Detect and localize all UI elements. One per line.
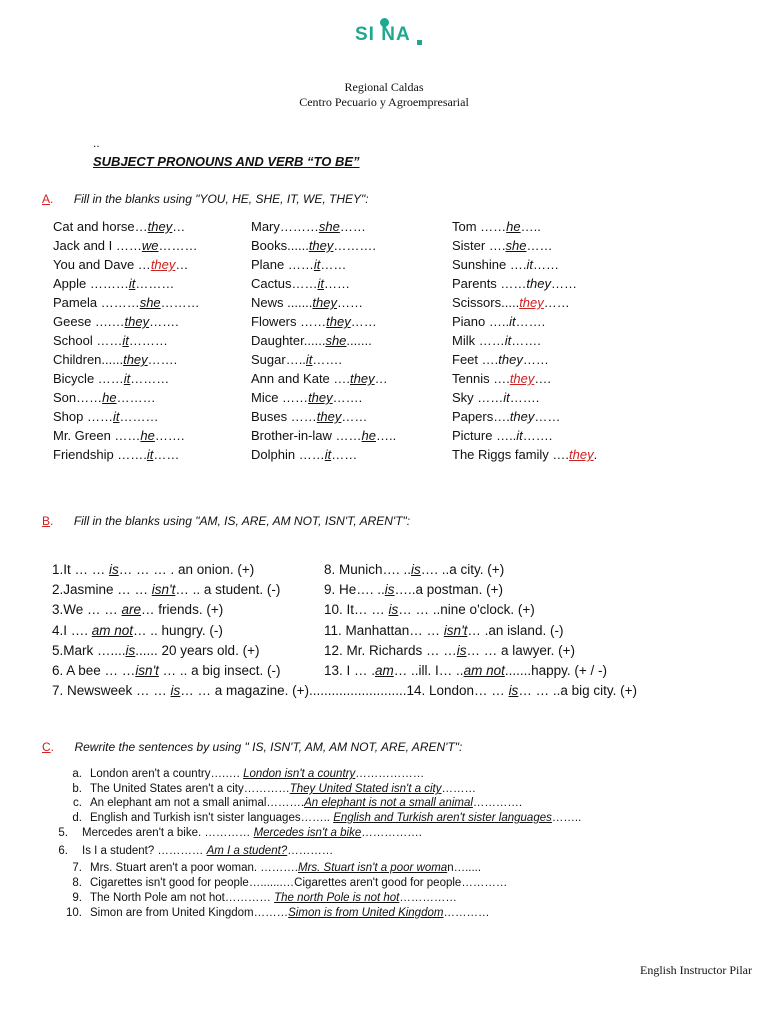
- item-filler: … friends. (+): [141, 602, 224, 618]
- item-answer: it: [122, 333, 129, 348]
- item-filler: …..a postman. (+): [394, 582, 503, 598]
- item-answer: they: [150, 257, 176, 272]
- item-filler: ……: [320, 257, 347, 272]
- item-answer: it: [509, 314, 516, 329]
- item-prompt: Mrs. Stuart aren't a poor woman. ……….: [90, 862, 298, 874]
- item-filler: ……………: [399, 892, 457, 904]
- exercise-c-label: b.: [72, 783, 82, 795]
- exercise-c-label: 10.: [66, 907, 82, 919]
- item-prompt: Milk ……: [452, 333, 505, 348]
- exercise-c-label: 6.: [58, 845, 68, 857]
- item-answer: they: [316, 409, 342, 424]
- exercise-c-item: [90, 907, 489, 919]
- exercise-b-item: [324, 643, 575, 658]
- item-answer: is: [508, 683, 519, 699]
- item-filler: .: [593, 447, 598, 462]
- item-answer: Mrs. Stuart isn't a poor woma: [298, 862, 448, 874]
- item-filler: ………….: [472, 797, 523, 809]
- item-filler: …..: [376, 428, 397, 443]
- item-filler: ……: [336, 295, 363, 310]
- item-filler: …: [374, 371, 388, 386]
- item-answer: it: [112, 409, 120, 424]
- section-b-instruction: Fill in the blanks using "AM, IS, ARE, AM NOT, ISN'T, AREN'T":: [73, 514, 411, 528]
- item-filler: …….: [147, 352, 178, 367]
- exercise-c-item: [90, 783, 476, 795]
- section-c-letter: C: [42, 740, 51, 754]
- section-a-letter: A: [42, 192, 51, 206]
- item-answer: they: [498, 352, 523, 367]
- item-prompt: Friendship …….: [53, 447, 147, 462]
- exercise-a-item: [53, 447, 179, 462]
- exercise-a-item: [53, 409, 158, 424]
- exercise-b-item: [52, 683, 637, 698]
- item-filler: ……: [153, 447, 180, 462]
- item-filler: …………: [287, 845, 334, 857]
- item-prompt: English and Turkish isn't sister languages……..: [90, 812, 334, 824]
- item-filler: … .. hungry. (-): [133, 622, 223, 638]
- item-prompt: Apple ………: [53, 276, 129, 291]
- item-prompt: 7. Newsweek … …: [52, 683, 171, 699]
- item-prompt: Shop ……: [53, 409, 113, 424]
- exercise-c-item: [90, 812, 581, 824]
- item-prompt: Mary………: [251, 219, 319, 234]
- item-filler: … .an island. (-): [467, 622, 564, 638]
- item-prompt: 8. Munich…. ..: [324, 562, 412, 577]
- exercise-a-item: [53, 333, 168, 348]
- item-filler: …: [172, 219, 186, 234]
- exercise-b-item: [324, 663, 607, 678]
- exercise-a-item: [251, 295, 363, 310]
- item-filler: … … ..nine o'clock. (+): [398, 602, 535, 618]
- item-prompt: Mice ……: [251, 390, 309, 405]
- item-answer: is: [456, 642, 467, 658]
- item-prompt: London aren't a country….….: [90, 768, 244, 780]
- item-filler: … … ..a big city. (+): [518, 683, 637, 699]
- item-answer: it: [305, 352, 313, 367]
- item-filler: ………: [116, 390, 156, 405]
- item-filler: ………: [135, 276, 175, 291]
- item-prompt: Sugar…..: [251, 352, 306, 367]
- item-filler: …………: [443, 907, 490, 919]
- item-prompt: 4.I ….: [52, 622, 92, 638]
- item-answer: they: [147, 219, 173, 234]
- item-answer: is: [384, 582, 395, 598]
- item-prompt: News .......: [251, 295, 313, 310]
- header-dots: ..: [93, 136, 100, 150]
- item-filler: …. ..a city. (+): [420, 562, 505, 577]
- exercise-a-item: [251, 314, 377, 329]
- exercise-b-item: [52, 643, 259, 658]
- item-prompt: The United States aren't a city…………: [90, 783, 290, 795]
- exercise-b-item: [324, 623, 563, 638]
- exercise-a-item: [452, 371, 551, 386]
- item-filler: ……: [339, 219, 366, 234]
- footer-instructor: English Instructor Pilar: [640, 963, 752, 977]
- item-prompt: Books......: [251, 238, 309, 253]
- item-filler: … … a lawyer. (+): [466, 642, 575, 658]
- exercise-c-label: 8.: [72, 877, 82, 889]
- item-prompt: Daughter......: [251, 333, 326, 348]
- item-prompt: 11. Manhattan… …: [324, 622, 444, 638]
- item-filler: ………………: [355, 768, 425, 780]
- item-answer: she: [318, 219, 340, 234]
- item-filler: ...... 20 years old. (+): [135, 642, 260, 658]
- item-answer: he: [140, 428, 155, 443]
- item-answer: they: [326, 314, 351, 329]
- item-answer: we: [141, 238, 159, 253]
- item-answer: it: [317, 276, 324, 291]
- item-prompt: Picture …..: [452, 428, 517, 443]
- item-answer: she: [139, 295, 161, 310]
- item-prompt: Children......: [53, 352, 124, 367]
- item-filler: ……: [534, 409, 561, 424]
- item-answer: English and Turkish aren't sister languages: [333, 812, 552, 824]
- item-answer: isn't: [135, 663, 159, 678]
- exercise-a-item: [251, 371, 388, 386]
- item-filler: …….: [509, 390, 540, 405]
- item-prompt: Son……: [53, 390, 103, 405]
- exercise-a-item: [53, 257, 188, 272]
- item-prompt: Dolphin ……: [251, 447, 325, 462]
- item-filler: .......happy. (+ / -): [504, 663, 608, 678]
- item-answer: Simon is from United Kingdom: [288, 907, 444, 919]
- exercise-c-item: [90, 768, 424, 780]
- exercise-c-label: 9.: [72, 892, 82, 904]
- exercise-a-item: [251, 276, 350, 291]
- item-filler: ……….: [333, 238, 377, 253]
- section-c-heading: C. Rewrite the sentences by using " IS, ISN'T, AM, AM NOT, ARE, AREN'T":: [42, 740, 463, 754]
- item-filler: ……: [543, 295, 570, 310]
- exercise-a-item: [53, 314, 179, 329]
- item-prompt: Tennis ….: [452, 371, 510, 386]
- item-prompt: Sky ……: [452, 390, 504, 405]
- exercise-a-item: [53, 238, 198, 253]
- item-prompt: 3.We … …: [52, 602, 122, 618]
- exercise-c-item: [90, 892, 457, 904]
- item-answer: they: [569, 447, 594, 462]
- item-answer: is: [388, 602, 399, 618]
- exercise-c-item: [90, 877, 507, 889]
- item-prompt: Is I a student? …………: [82, 845, 207, 857]
- item-prompt: Mr. Green ……: [53, 428, 141, 443]
- item-filler: ……: [532, 257, 559, 272]
- item-prompt: Tom ……: [452, 219, 507, 234]
- exercise-a-item: [251, 428, 396, 443]
- item-answer: is: [109, 562, 119, 577]
- item-answer: it: [324, 447, 332, 462]
- exercise-c-item: [82, 827, 422, 839]
- item-prompt: 13. I … .: [324, 663, 376, 678]
- item-filler: ……: [522, 352, 549, 367]
- exercise-b-item: [324, 562, 504, 577]
- section-a-instruction: Fill in the blanks using "YOU, HE, SHE, IT, WE, THEY":: [73, 192, 369, 206]
- exercise-c-label: c.: [73, 797, 82, 809]
- item-answer: They United Stated isn't a city: [289, 783, 442, 795]
- item-answer: he: [102, 390, 117, 405]
- item-filler: ………: [160, 295, 200, 310]
- item-answer: The north Pole is not hot: [274, 892, 400, 904]
- exercise-a-item: [53, 295, 200, 310]
- item-answer: Mercedes isn't a bike: [253, 827, 362, 839]
- item-prompt: Cat and horse…: [53, 219, 148, 234]
- item-filler: ……..: [551, 812, 582, 824]
- item-answer: he: [506, 219, 521, 234]
- item-prompt: Sunshine ….: [452, 257, 527, 272]
- item-prompt: The Riggs family ….: [452, 447, 570, 462]
- item-filler: …….: [154, 428, 185, 443]
- item-filler: …..: [520, 219, 541, 234]
- item-answer: they: [124, 314, 150, 329]
- exercise-a-item: [53, 276, 174, 291]
- exercise-a-item: [452, 257, 559, 272]
- item-filler: …….: [522, 428, 553, 443]
- item-filler: …….: [312, 352, 343, 367]
- item-answer: it: [123, 371, 131, 386]
- exercise-a-item: [53, 390, 156, 405]
- item-prompt: Papers….: [452, 409, 510, 424]
- item-answer: An elephant is not a small animal: [304, 797, 473, 809]
- exercise-c-item: [90, 862, 481, 874]
- exercise-a-item: [251, 238, 376, 253]
- item-prompt: An elephant am not a small animal……….: [90, 797, 305, 809]
- item-prompt: Bicycle ……: [53, 371, 124, 386]
- item-answer: they: [312, 295, 337, 310]
- item-prompt: Cigarettes isn't good for people….......…Cigarettes aren't good for people…………: [90, 877, 508, 889]
- exercise-a-item: [452, 295, 570, 310]
- item-answer: London isn't a country: [243, 768, 356, 780]
- item-prompt: 1.It … …: [52, 562, 110, 577]
- item-answer: they: [308, 238, 334, 253]
- item-prompt: Jack and I ……: [53, 238, 142, 253]
- item-prompt: 9. He…. ..: [324, 582, 385, 598]
- exercise-a-item: [452, 276, 577, 291]
- item-filler: … ..ill. I… ..: [393, 663, 464, 678]
- exercise-a-item: [251, 257, 346, 272]
- exercise-a-item: [53, 428, 185, 443]
- item-prompt: Parents ……: [452, 276, 527, 291]
- item-prompt: You and Dave …: [53, 257, 151, 272]
- item-filler: ……: [526, 238, 553, 253]
- item-answer: it: [313, 257, 321, 272]
- item-prompt: Pamela ………: [53, 295, 140, 310]
- item-answer: it: [128, 276, 136, 291]
- item-filler: …….: [511, 333, 541, 348]
- item-answer: is: [170, 683, 181, 699]
- item-filler: …: [175, 257, 189, 272]
- item-answer: am: [375, 663, 394, 678]
- item-prompt: Mercedes aren't a bike. …………: [82, 827, 254, 839]
- item-prompt: Piano …..: [452, 314, 510, 329]
- item-answer: they: [526, 276, 551, 291]
- item-filler: n….....: [447, 862, 482, 874]
- item-filler: ……: [551, 276, 577, 291]
- item-prompt: Ann and Kate ….: [251, 371, 351, 386]
- item-prompt: Sister ….: [452, 238, 506, 253]
- exercise-b-item: [52, 582, 280, 597]
- item-answer: they: [509, 371, 535, 386]
- item-prompt: Feet ….: [452, 352, 499, 367]
- exercise-c-item: [82, 845, 333, 857]
- item-filler: ….: [534, 371, 552, 386]
- item-answer: Am I a student?: [206, 845, 288, 857]
- item-answer: isn't: [443, 622, 468, 638]
- item-answer: am not: [463, 663, 505, 678]
- header-line-1: Regional Caldas: [344, 80, 424, 94]
- section-c-instruction: Rewrite the sentences by using " IS, ISN'T, AM, AM NOT, ARE, AREN'T":: [74, 740, 463, 754]
- item-filler: …………….: [361, 827, 422, 839]
- item-filler: ………: [441, 783, 476, 795]
- item-filler: … .. a big insect. (-): [158, 663, 281, 678]
- item-prompt: School ……: [53, 333, 123, 348]
- exercise-b-item: [52, 562, 254, 577]
- item-prompt: Simon are from United Kingdom………: [90, 907, 289, 919]
- item-prompt: Buses ……: [251, 409, 317, 424]
- exercise-c-label: a.: [72, 768, 82, 780]
- item-filler: .......: [346, 333, 372, 348]
- item-prompt: 2.Jasmine … …: [52, 582, 152, 598]
- exercise-a-item: [53, 371, 169, 386]
- section-a-heading: A. Fill in the blanks using "YOU, HE, SHE, IT, WE, THEY":: [42, 192, 369, 206]
- exercise-b-item: [324, 602, 535, 617]
- exercise-a-item: [452, 390, 539, 405]
- exercise-a-item: [53, 219, 185, 234]
- item-answer: she: [325, 333, 347, 348]
- item-filler: ……: [350, 314, 377, 329]
- item-filler: …….: [332, 390, 363, 405]
- item-filler: … … … . an onion. (+): [118, 562, 255, 577]
- exercise-c-label: d.: [72, 812, 82, 824]
- page-title: SUBJECT PRONOUNS AND VERB “TO BE”: [93, 154, 360, 169]
- exercise-a-item: [251, 219, 366, 234]
- exercise-c-item: [90, 797, 522, 809]
- item-answer: isn't: [151, 582, 176, 598]
- item-filler: … … a magazine. (+)..........................14. London… …: [180, 683, 509, 699]
- exercise-a-item: [452, 428, 552, 443]
- item-answer: is: [411, 562, 421, 577]
- item-answer: it: [504, 333, 512, 348]
- exercise-a-item: [251, 447, 357, 462]
- item-answer: they: [123, 352, 148, 367]
- exercise-a-item: [452, 447, 597, 462]
- item-answer: she: [505, 238, 527, 253]
- item-prompt: Brother-in-law ……: [251, 428, 362, 443]
- item-filler: ………: [158, 238, 198, 253]
- item-answer: he: [361, 428, 376, 443]
- exercise-b-item: [52, 663, 280, 678]
- item-filler: ……: [341, 409, 368, 424]
- section-b-letter: B: [42, 514, 51, 528]
- item-answer: it: [526, 257, 533, 272]
- item-prompt: The North Pole am not hot…………: [90, 892, 275, 904]
- item-answer: they: [350, 371, 375, 386]
- item-prompt: Flowers ……: [251, 314, 327, 329]
- item-prompt: 10. It… …: [324, 602, 389, 618]
- item-answer: it: [503, 390, 510, 405]
- exercise-a-item: [251, 333, 372, 348]
- exercise-c-label: 5.: [58, 827, 68, 839]
- item-prompt: 6. A bee … …: [52, 663, 136, 678]
- item-prompt: 12. Mr. Richards … …: [324, 642, 457, 658]
- item-filler: … .. a student. (-): [175, 582, 281, 598]
- item-answer: it: [146, 447, 154, 462]
- item-answer: they: [308, 390, 333, 405]
- item-prompt: Scissors.....: [452, 295, 520, 310]
- item-answer: it: [516, 428, 523, 443]
- item-filler: ………: [128, 333, 168, 348]
- item-filler: ………: [130, 371, 170, 386]
- item-filler: …….: [515, 314, 546, 329]
- logo-square-icon: [417, 40, 422, 45]
- item-prompt: Plane ……: [251, 257, 314, 272]
- item-answer: they: [519, 295, 544, 310]
- exercise-c-label: 7.: [72, 862, 82, 874]
- item-filler: …….: [149, 314, 179, 329]
- item-filler: ……: [331, 447, 358, 462]
- sena-logo: [355, 10, 425, 48]
- item-filler: ……: [323, 276, 350, 291]
- exercise-a-item: [452, 219, 541, 234]
- exercise-a-item: [452, 409, 560, 424]
- exercise-b-item: [324, 582, 503, 597]
- item-prompt: Cactus……: [251, 276, 318, 291]
- exercise-a-item: [53, 352, 177, 367]
- item-prompt: Geese ….…: [53, 314, 125, 329]
- item-prompt: 5.Mark …....: [52, 642, 126, 658]
- exercise-a-item: [251, 409, 367, 424]
- exercise-a-item: [251, 390, 362, 405]
- item-answer: are: [121, 602, 142, 618]
- item-answer: is: [125, 642, 136, 658]
- exercise-a-item: [452, 352, 549, 367]
- exercise-a-item: [251, 352, 342, 367]
- item-answer: they: [509, 409, 535, 424]
- item-answer: am not: [91, 622, 134, 638]
- exercise-b-item: [52, 602, 223, 617]
- section-b-heading: B. Fill in the blanks using "AM, IS, ARE, AM NOT, ISN'T, AREN'T":: [42, 514, 411, 528]
- exercise-a-item: [452, 333, 541, 348]
- logo-text: SI NA: [355, 24, 411, 45]
- exercise-b-item: [52, 623, 223, 638]
- exercise-a-item: [452, 314, 545, 329]
- item-filler: ………: [119, 409, 159, 424]
- header-line-2: Centro Pecuario y Agroempresarial: [299, 95, 469, 109]
- exercise-a-item: [452, 238, 552, 253]
